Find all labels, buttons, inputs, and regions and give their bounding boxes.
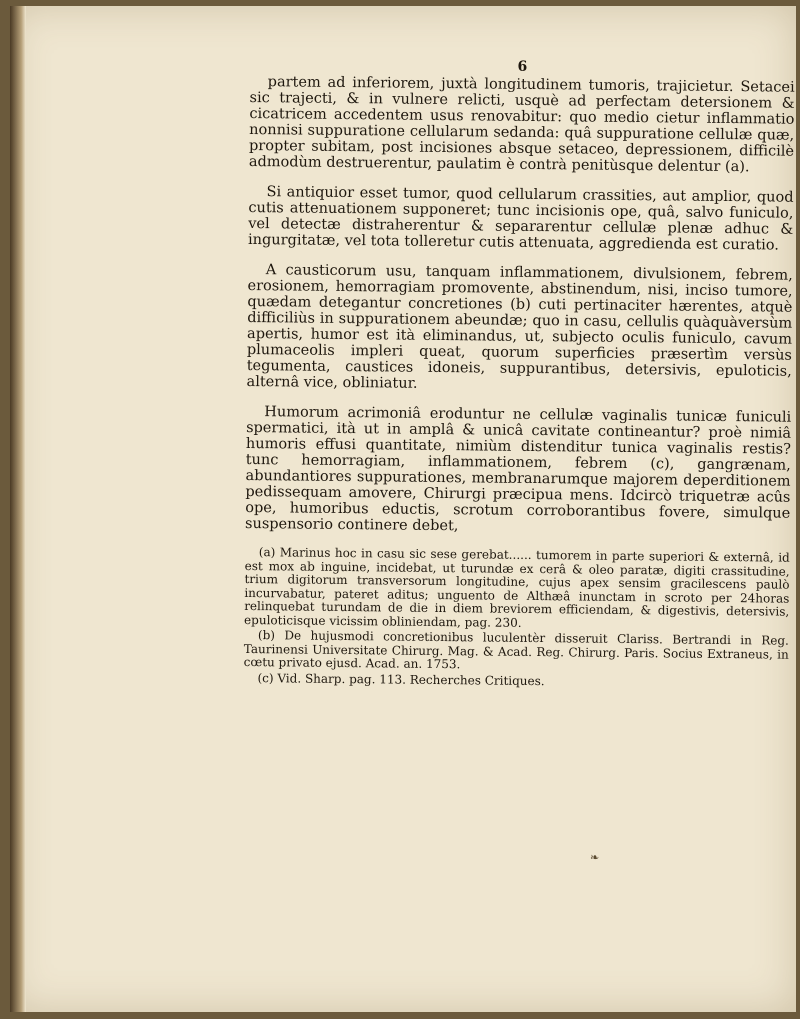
paragraph-1: partem ad inferiorem, juxtà longitudinem tumoris, trajicietur. Setacei sic trajecti, & in vulnere relicti, usquè ad perfectam detersionem & cicatricem accedentem usus renovabitur: quo medio cietur inflammatio nonnisi suppuratione cellularum sedanda: quâ suppuratione cellulæ quæ, propter subitam, post incisiones absque setaceo, depressionem, difficilè admodùm destruerentur, paulatim è contrà penitùsque delentur (a). [248, 74, 795, 176]
printer-ornament: ❧ [590, 851, 600, 864]
paragraph-3: A causticorum usu, tanquam inflammationem, divulsionem, febrem, erosionem, hemorragiam promovente, abstinendum, nisi, inciso tumore, quædam detegantur concretiones (b) cuti pertinaciter hærentes, atquè difficiliùs in suppurationem abeundæ; quo in casu, cellulis quàquàversùm apertis, humor est ità eliminandus, ut, subjecto oculis funiculo, cavum plumaceolis impleri queat, quorum superficies præsertìm versùs tegumenta, caustices idoneis, suppurantibus, detersivis, epuloticis, alternâ vice, obliniatur. [246, 262, 793, 392]
paragraph-4: Humorum acrimoniâ eroduntur ne cellulæ vaginalis tunicæ funiculi spermatici, ità ut in amplâ & unicâ cavitate contineantur? proè nimiâ humoris effusi quantitate, nimiùm distenditur tunica vaginalis restis? tunc hemorragiam, inflammationem, febrem (c), gangrænam, abundantiores suppurationes, membranarumque majorem deperditionem pedissequam amovere, Chirurgi præcipua mens. Idcircò triquetræ acûs ope, humoribus eductis, scrotum corroborantibus fovere, simulque suspensorio continere debet, [245, 404, 792, 535]
book-spine-shadow [10, 6, 26, 1012]
footnote-c: (c) Vid. Sharp. pag. 113. Recherches Critiques. [257, 670, 545, 688]
text-block [243, 56, 795, 693]
book-page [10, 6, 796, 1012]
footnote-b: (b) De hujusmodi concretionibus luculentèr disseruit Clariss. Bertrandi in Reg. Taurinensi Universitate Chirurg. Mag. & Acad. Reg. Chirurg. Paris. Socius Extraneus, in cœtu privato ejusd. Acad. an. 1753. [243, 628, 789, 672]
footnote-a: (a) Marinus hoc in casu sic sese gerebat...... tumorem in parte superiori & externâ, id est mox ab inguine, incidebat, ut turundæ ex cerâ & oleo paratæ, digiti crassitudine, trium digitorum transversorum longitudine, cujus apex sensim gracilescens paulò incurvabatur, pateret aditus; unguento de Althæâ inunctam in scroto per 24horas relinquebat turundam de die in diem breviorem efficiendam, & digestivis, detersivis, epuloticisque vicissim obliniendam, pag. 230. [244, 545, 790, 630]
paragraph-2: Si antiquior esset tumor, quod cellularum crassities, aut amplior, quod cutis attenuationem supponeret; tunc incisionis ope, quâ, salvo funiculo, vel detectæ distraherentur & separarentur cellulæ plenæ adhuc & ingurgitatæ, vel tota tolleretur cutis attenuata, aggredienda est curatio. [247, 184, 794, 254]
footnotes [243, 546, 789, 691]
page-number: 6 [517, 58, 528, 75]
